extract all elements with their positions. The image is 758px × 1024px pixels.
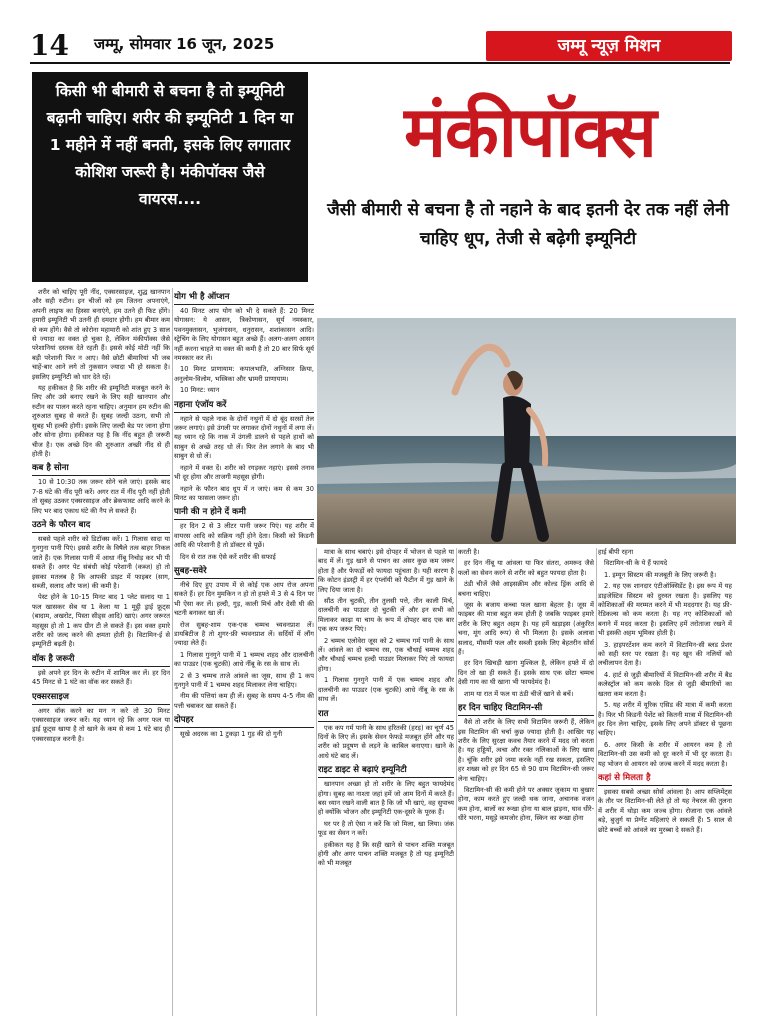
headline-title: मंकीपॉक्स (404, 90, 656, 173)
article-paragraph: जूस के बजाय कच्चा फल खाना बेहतर है। जूस में फाइबर की मात्रा बहुत कम होती है जबकि फाइबर हमारे शरीर के लिए बहुत अहम है। यह हमें खड़ाइस (अंकुरित चना, मूंग आदि रूप) से भी मिलता है। इसके अलावा सलाद, मौसमी फल और सब्जी इसके लिए बेहतरीन सोर्स हैं। (458, 601, 594, 657)
page-header (0, 0, 758, 66)
article-paragraph: दिन से रात तक ऐसे करें शरीर की सफाई (180, 552, 276, 561)
intro-box: किसी भी बीमारी से बचना है तो इम्यूनिटी बढ़ानी चाहिए। शरीर की इम्यूनिटी 1 दिन या 1 महीने में नहीं बनती, इसके लिए लगातार कोशिश जरूरी है। मंकीपॉक्स जैसे वायरस.... (32, 72, 308, 282)
article-paragraph: खानपान अच्छा हो तो शरीर के लिए बहुत फायदेमंद होगा। सुबह का नाश्ता जहां हमें जो आम दिनों में करते हैं। बस ध्यान रखने वाली बात है कि जो भी खाएं, वह सुपाच्य हो क्योंकि भोजन और इम्यूनिटी एक-दूसरे के पूरक हैं। (318, 780, 454, 817)
article-paragraph: 4. हार्ट से जुड़ी बीमारियों में विटामिन-सी शरीर में बैड कलेस्ट्रॉल को कम करके दिल से जुड़ी बीमारियों का खतरा कम करता है। (598, 670, 732, 698)
column-divider (456, 548, 457, 1016)
headline-subtitle: जैसी बीमारी से बचना है तो नहाने के बाद इतनी देर तक नहीं लेनी चाहिए धूप, तेजी से बढ़ेगी इम्यूनिटी (327, 200, 729, 249)
article-paragraph: वैसे तो शरीर के लिए सभी विटामिन जरूरी हैं, लेकिन इस विटामिन की चर्चा कुछ ज्यादा होती है। आखिर यह शरीर के लिए सुरक्षा कवच तैयार करने में मदद जो करता है। यह हड्डियों, त्वचा और रक्त नलिकाओं के लिए खास है। चूंकि शरीर इसे जमा करके नहीं रख सकता, इसलिए हर शख्स को हर दिन 65 से 90 ग्राम विटामिन-सी जरूर लेना चाहिए। (458, 718, 594, 783)
article-paragraph: नहाने से पहले नाक के दोनों नथुनों में दो बूंद सरसों तेल जरूर लगाएं। इसे उंगली पर लगाकर दोनों नथुनों में लगा लें। यह ध्यान रहे कि नाक में उंगली डालने से पहले हाथों को साबुन से अच्छे तरह धो लें। फिर तेल लगाने के बाद भी साबुन से धो लें। (174, 414, 314, 461)
section-heading-vitamin-c: हर दिन चाहिए विटामिन-सी (458, 702, 594, 716)
article-paragraph: नीम की पत्तियां कम ही लें। सुबह के समय 4-5 नीम की पत्ती चबाकर खा सकते हैं। (174, 692, 314, 710)
brand-banner: जम्मू न्यूज़ मिशन (486, 31, 732, 61)
article-column-5 (598, 548, 732, 1016)
article-paragraph: 2. यह एक शानदार एंटीऑक्सिडेंट है। इस रूप में यह डाइजेस्टिव सिस्टम को दुरुस्त रखता है। इसलिए यह कोशिकाओं की मरम्मत करने में भी मददगार है। यह फ्री-रेडिकल्स को कम करता है। यह नए कोशिकाओं को बनाने में मदद करता है। इसलिए हमें तरोताजा रखने में भी इसकी अहम भूमिका होती है। (598, 582, 732, 638)
section-heading-night: रात (318, 708, 454, 722)
article-paragraph: 3. हाइपरटेंशन कम करने में विटामिन-सी ब्लड प्रेशर को सही स्तर पर रखता है। यह खून की नलियों को लचीलापन देता है। (598, 640, 732, 668)
page-number: 14 (30, 29, 69, 62)
article-paragraph: हर दिन नींबू या आंवला या फिर संतरा, अमरूद जैसे फलों का सेवन करने से शरीर को बहुत फायदा होता है। (458, 559, 594, 577)
article-paragraph: यह हकीकत है कि शरीर की इम्यूनिटी मजबूत करने के लिए और उसे बनाए रखने के लिए सही खानपान और रुटीन का पालन करते रहना चाहिए। अनुमान हम रुटीन की शुरुआत सुबह से करते हैं। सुबह जल्दी उठना, सभी तो सुबह भी हल्की होगी। इसके लिए जल्दी बेड पर जाना होगा और सोना होगा। हकीकत यह है कि नींद बहुत ही जरूरी चीज है। एक अच्छे दिन की शुरुआत अच्छी नींद से ही होती है। (32, 384, 170, 458)
article-paragraph: हर दिन खिचड़ी खाना मुश्किल है, लेकिन हफ्ते में दो दिन तो खा ही सकते हैं। इसके साथ एक छोटा चम्मच देसी गाय का घी खाना भी फायदेमंद है। (458, 659, 594, 687)
article-paragraph: इसका सबसे अच्छा सोर्स आंवला है। आप सप्लिमेंट्स के तौर पर विटामिन-सी लेते हो तो यह नेचरल की तुलना में शरीर में थोड़ा कम जज्ब होगा। रोजाना एक आंवले बड़े, बुजुर्ग या प्रेग्नेंट महिलाएं ले सकती हैं। 5 साल से छोटे बच्चों को आंवले का मुरब्बा दे सकते हैं। (598, 787, 732, 834)
article-paragraph: शरीर को चाहिए पूरी नींद, एक्सरसाइज, शुद्ध खानपान और सही रुटीन। इन चीजों को हम जितना अपनाएंगे, अपनी लाइफ का हिस्सा बनाएंगे, हम उतने ही फिट होंगे। हमारी इम्यूनिटी भी उतनी ही दमदार होगी। हम बीमार कम से कम होंगे। वैसे तो कोरोना महामारी को शांत हुए 3 साल से ज्यादा का वक्त हो चुका है, लेकिन मंकीपॉक्स जैसे परेशानियां दस्तक देते रहती हैं। इससे कोई मोटी नहीं कि बड़ी परेशानी फिर न आए। वैसे छोटी बीमारियां भी जब चाहें-बार आने लगे तो नुकसान ज्यादा भी हो सकता है। इसलिए इम्यूनिटी को धार देते रहें। (32, 288, 170, 381)
article-paragraph: रोज सुबह-शाम एक-एक चम्मच च्यवनप्राश लें। डायबिटीज है तो शुगर-फ्री च्यवनप्राश लें। सर्दियों में लौंग ज्यादा लेते हैं। (174, 620, 314, 648)
section-heading-right-diet: राइट डाइट से बढ़ाएं इम्यूनिटी (318, 764, 454, 778)
article-paragraph: करती है। (458, 548, 480, 556)
article-paragraph: एक कप गर्म पानी के साथ हरितकी (हरड़) का चूर्ण 45 दिनों के लिए लें। इसके सेवन फेफड़े मजबूत होंगे और यह शरीर को प्रदूषण से लड़ने के काबिल बनाएगा। खाने के आधे घंटे बाद लें। (318, 723, 454, 760)
article-paragraph: अगर वॉक करने का मन न करे तो 30 मिनट एक्सरसाइज जरूर करें। यह ध्यान रहे कि अगर फल या ड्राई फ्रूट्स खाया है तो खाने के कम से कम 1 घंटे बाद ही एक्सरसाइज करनी है। (32, 706, 170, 743)
article-paragraph: नहाने के फौरन बाद धूप में न जाएं। कम से कम 30 मिनट का फासला जरूर हो। (174, 484, 314, 502)
article-paragraph: घर पर है तो ऐसा न करें कि जो मिला, खा लिया। जंक फूड का सेवन न करें। (318, 819, 454, 838)
column-divider (596, 548, 597, 1016)
article-paragraph: पेस्ट होने के 10-15 मिनट बाद 1 प्लेट सलाद या 1 फल खासकर सेब या 1 केला या 1 मुट्ठी ड्राई फ्रूट्स (बादाम, अखरोट, पिस्ता सीड्स आदि) खाएं। अगर जरूरत महसूस हो तो 1 कप ग्रीन टी ले सकते हैं। इस वक्त हमारे शरीर को जल्द करने की क्षमता होती है। विटामिन-ई से इम्यूनिटी बढ़ती है। (32, 593, 170, 649)
article-paragraph: 40 मिनट आप योग को भी दे सकते हैं: 20 मिनट योगासन: ये आसन, त्रिकोणासन, सूर्य नमस्कार, पवनमुक्तासन, भुजंगासन, धनुरासन, शशांकासन आदि। स्ट्रेचिंग के लिए योगासन बहुत अच्छे हैं। अलग-अलग आसन नहीं करना चाहते या वक्त की कमी है तो 20 बार सिर्फ सूर्य नमस्कार कर लें। (174, 307, 314, 363)
section-heading-walk: वॉक है जरूरी (32, 653, 170, 667)
article-paragraph: 5. यह शरीर में यूरिक एसिड की मात्रा में कमी करता है। फिर भी किडनी पेशेंट को कितनी मात्रा में विटामिन-सी हर दिन लेना चाहिए, इसके लिए अपने डॉक्टर से पूछना चाहिए। (598, 701, 732, 738)
article-paragraph: 6. अगर किसी के शरीर में आयरन कम है तो विटामिन-सी उस कमी को दूर करने में भी दूर करता है। यह भोजन से आयरन को जज्ब करने में मदद करता है। (598, 740, 732, 768)
article-column-3 (318, 548, 454, 1016)
section-heading-yoga: योग भी है ऑप्शन (174, 291, 314, 305)
article-paragraph: विटामिन-सी की कमी होने पर अक्सर जुकाम या बुखार होना, काम करते हुए जल्दी थक जाना, अचानक वजन कम होना, बालों का रूखा होना या बाल झड़ना, घाव धीरे-धीरे भरना, मसूड़े कमजोर होना, स्किन का रूखा होना (458, 785, 594, 823)
column-divider (316, 548, 317, 1016)
section-heading-water: पानी की न होने दें कमी (174, 506, 314, 520)
article-paragraph: हकीकत यह है कि सही खाने से पाचन शक्ति मजबूत होगी और अगर पाचन शक्ति मजबूत है तो यह इम्यूनिटी को भी मजबूत (318, 840, 454, 868)
section-heading-exercise: एक्सरसाइज (32, 691, 170, 705)
article-paragraph: 1 गिलास गुनगुने पानी में 1 चम्मच शहद और दालचीनी का पाउडर (एक चुटकी) आधे नींबू के रस के साथ लें। (174, 650, 314, 669)
article-paragraph: नहाने में वक्त दें। शरीर को रगड़कर नहाएं। इससे तनाव भी दूर होगा और ताजगी महसूस होगी। (174, 463, 314, 482)
article-paragraph: 2 से 3 चम्मच ताजे आंवले का जूस, साथ ही 1 कप गुनगुने पानी में 1 चम्मच शहद मिलाकर लेना चाहिए। (174, 671, 314, 689)
article-paragraph: विटामिन-सी के ये हैं फायदे (604, 559, 668, 568)
article-paragraph: इसे अपने हर दिन के रुटीन में शामिल कर लें। हर दिन 45 मिनट से 1 घंटे का वॉक कर सकते हैं। (32, 668, 170, 687)
section-heading-morning: सुबह-सवेरे (174, 565, 314, 579)
article-paragraph: मात्रा के साथ चबाएं। इसे दोपहर में भोजन से पहले या बाद में लें। गुड़ खाने से पाचन का असर कुछ कम जरूर होता है और फेफड़ों को फायदा पहुंचता है। यही कारण है कि कोटन इंडस्ट्री में हर एंप्लॉयी को फैटीन में गुड़ खाने के लिए दिया जाता है। (318, 548, 454, 594)
article-paragraph: 2 चम्मच एलोवेरा जूस को 2 चम्मच गर्म पानी के साथ लें। आंवले का दो चम्मच रस, एक चौथाई चम्मच शहद और चौथाई चम्मच हल्दी पाउडर मिलाकर पिएं तो फायदा होगा। (318, 636, 454, 673)
article-paragraph: 1. इम्यून सिस्टम की मजबूती के लिए जरूरी है। (604, 570, 717, 579)
dateline: जम्मू, सोमवार 16 जून, 2025 (94, 35, 275, 53)
section-heading-noon: दोपहर (174, 714, 314, 728)
yoga-photo (317, 318, 736, 544)
section-heading-sleep: कब है सोना (32, 462, 170, 476)
article-paragraph: सौंठ तीन चुटकी, तीन तुलसी पत्ते, तीन काली मिर्च, दालचीनी का पाउडर दो चुटकी लें और इन सभी को मिलाकर काढ़ा या चाय के रूप में दोपहर बाद एक बार एक कप जरूर पिएं। (318, 597, 454, 634)
section-heading-wake: उठने के फौरन बाद (32, 519, 170, 533)
article-paragraph: ठंडी चीजें जैसे आइसक्रीम और कोल्ड ड्रिंक आदि से बचना चाहिए। (458, 580, 594, 598)
header-rule (30, 62, 730, 64)
article-paragraph: सूखे अदरक का 1 टुकड़ा 1 गुड़ की दो गुनी (180, 730, 283, 739)
article-paragraph: सबसे पहले शरीर को डिटॉक्स करें। 1 गिलास सादा या गुनगुना पानी पिएं। इससे शरीर के विषैले तत्व बाहर निकल जाते हैं। एक गिलास पानी में आधा नींबू निचोड़ कर भी पी सकते हैं। अगर पेट संबंधी कोई परेशानी (कब्ज) हो तो इसका मतलब है कि आपकी डाइट में फाइबर (साग, सब्जी, सलाद और फल) की कमी है। (32, 534, 170, 590)
article-column-1 (32, 288, 170, 1016)
article-column-2 (174, 288, 314, 1016)
article-paragraph: 1 गिलास गुनगुने पानी में एक चम्मच शहद और दालचीनी का पाउडर (एक चुटकी) आधे नींबू के रस के साथ लें। (318, 676, 454, 704)
article-paragraph: हाई बीपी रहना (598, 548, 634, 556)
article-paragraph: 10 मिनट प्राणायाम: कपालभाति, अग्निसार क्रिया, अनुलोम-विलोम, भस्त्रिका और भ्रामरी प्राणायाम। (174, 365, 314, 383)
section-heading-source: कहां से मिलता है (598, 772, 732, 786)
column-divider (172, 288, 173, 1016)
section-heading-bath: नहाना एंजॉय करें (174, 399, 314, 413)
article-paragraph: नीचे दिए हुए उपाय में से कोई एक आप रोज अपना सकते हैं। हर दिन मुमकिन न हो तो हफ्ते में 3 से 4 दिन पर भी ऐसा कर लें। हल्दी, गुड़, काली मिर्च और देसी घी की चटनी बनाकर खा लें। (174, 580, 314, 618)
article-column-4 (458, 548, 594, 1016)
article-paragraph: 10 मिनट: ध्यान (180, 386, 220, 395)
article-paragraph: 10 से 10:30 तक जरूर सोने चले जाएं। इसके बाद 7-8 घंटे की नींद पूरी करें। अगर रात में नींद पूरी नहीं होती तो सुबह उठकर एक्सरसाइज और ब्रेकफास्ट आदि करने के लिए भर बाद एकाध घंटे की नैप ले सकते हैं। (32, 478, 170, 515)
article-paragraph: शाम या रात में फल या ठंडी चीजें खाने से बचें। (464, 689, 574, 698)
article-paragraph: हर दिन 2 से 3 लीटर पानी जरूर पिएं। यह शरीर में वायरस आदि को सक्रिय नहीं होने देता। किसी को किडनी आदि की परेशानी है तो डॉक्टर से पूछें। (174, 522, 314, 550)
